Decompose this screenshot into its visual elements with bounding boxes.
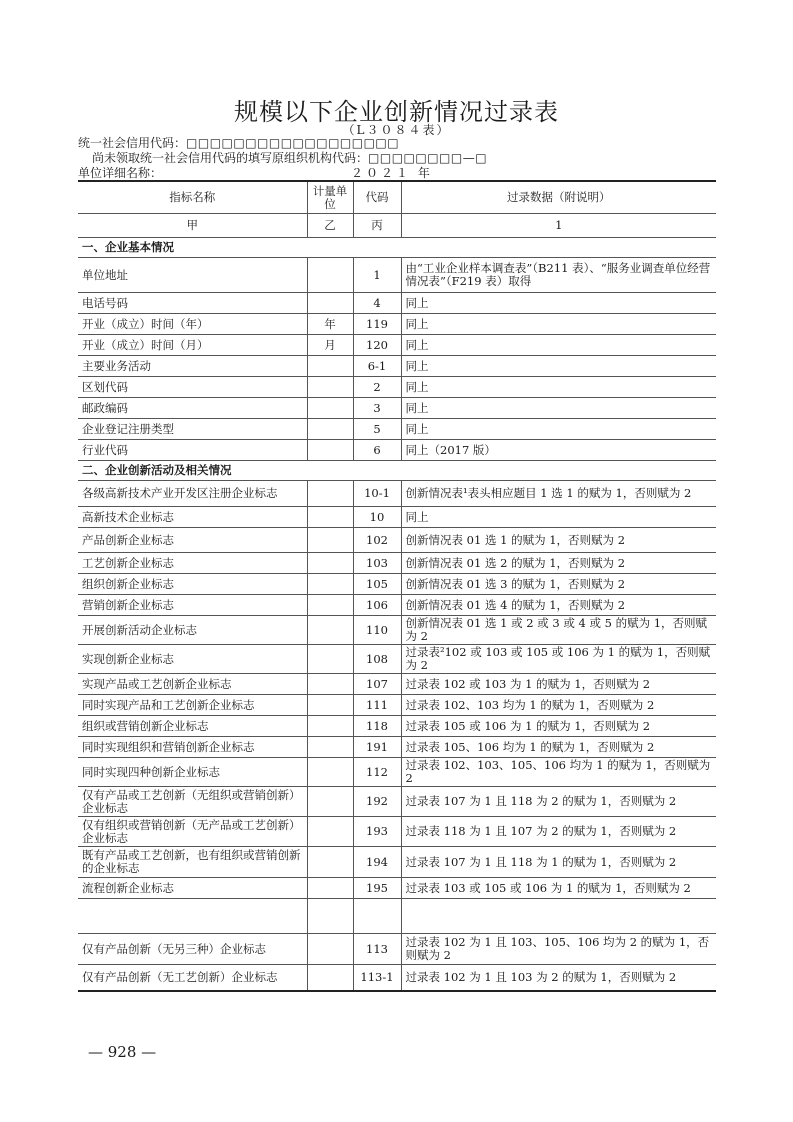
table-row xyxy=(78,574,716,595)
indicator-name-cell: 仅有产品创新（无工艺创新）企业标志 xyxy=(78,965,307,992)
code-cell: 195 xyxy=(353,878,401,899)
code-cell: 118 xyxy=(353,716,401,737)
record-note-cell: 过录表 102 为 1 且 103、105、106 均为 2 的赋为 1，否则赋为 2 xyxy=(401,934,716,965)
table-row xyxy=(78,899,716,934)
indicator-name-cell: 仅有产品或工艺创新（无组织或营销创新）企业标志 xyxy=(78,787,307,817)
record-note-cell: 同上（2017 版） xyxy=(401,440,716,461)
unit-cell xyxy=(307,377,353,398)
unit-cell: 月 xyxy=(307,335,353,356)
unit-cell xyxy=(307,934,353,965)
table-row xyxy=(78,553,716,574)
report-year: ２０２１ 年 xyxy=(351,166,433,180)
indicator-name-cell: 工艺创新企业标志 xyxy=(78,553,307,574)
table-row xyxy=(78,965,716,992)
unit-cell xyxy=(307,965,353,992)
code-cell: 107 xyxy=(353,674,401,695)
header-code: 代码 xyxy=(353,181,401,214)
code-cell: 6-1 xyxy=(353,356,401,377)
table-row xyxy=(78,595,716,616)
indicator-name-cell: 开业（成立）时间（月） xyxy=(78,335,307,356)
unit-cell xyxy=(307,817,353,847)
table-row xyxy=(78,528,716,553)
code-cell: 10-1 xyxy=(353,481,401,507)
indicator-name-cell: 各级高新技术产业开发区注册企业标志 xyxy=(78,481,307,507)
table-row xyxy=(78,440,716,461)
table-row xyxy=(78,695,716,716)
indicator-name-cell: 仅有产品创新（无另三种）企业标志 xyxy=(78,934,307,965)
unit-name-label: 单位详细名称： xyxy=(78,166,163,180)
indicator-name-cell: 实现产品或工艺创新企业标志 xyxy=(78,674,307,695)
record-note-cell: 过录表 102 为 1 且 103 为 2 的赋为 1，否则赋为 2 xyxy=(401,965,716,992)
credit-code-line xyxy=(78,136,399,150)
letter-data: 1 xyxy=(401,214,716,238)
indicator-name-cell: 行业代码 xyxy=(78,440,307,461)
unit-cell xyxy=(307,645,353,674)
letter-name: 甲 xyxy=(78,214,307,238)
indicator-name-cell: 实现创新企业标志 xyxy=(78,645,307,674)
record-note-cell: 过录表 102、103、105、106 均为 1 的赋为 1，否则赋为 2 xyxy=(401,758,716,787)
unit-cell xyxy=(307,440,353,461)
page-number: — 928 — xyxy=(88,1043,157,1061)
indicator-name-cell: 高新技术企业标志 xyxy=(78,507,307,528)
indicator-name-cell: 企业登记注册类型 xyxy=(78,419,307,440)
code-cell xyxy=(353,899,401,934)
org-code-line xyxy=(92,151,487,165)
table-row xyxy=(78,878,716,899)
record-note-cell: 同上 xyxy=(401,398,716,419)
indicator-name-cell: 同时实现产品和工艺创新企业标志 xyxy=(78,695,307,716)
unit-cell xyxy=(307,595,353,616)
record-note-cell: 同上 xyxy=(401,507,716,528)
header-row xyxy=(78,181,716,214)
indicator-name-cell: 仅有组织或营销创新（无产品或工艺创新）企业标志 xyxy=(78,817,307,847)
table-row xyxy=(78,398,716,419)
code-cell: 102 xyxy=(353,528,401,553)
code-cell: 108 xyxy=(353,645,401,674)
record-note-cell: 过录表 107 为 1 且 118 为 1 的赋为 1，否则赋为 2 xyxy=(401,847,716,878)
letter-code: 丙 xyxy=(353,214,401,238)
table-row xyxy=(78,645,716,674)
code-cell: 6 xyxy=(353,440,401,461)
code-cell: 113 xyxy=(353,934,401,965)
code-cell: 106 xyxy=(353,595,401,616)
code-cell: 193 xyxy=(353,817,401,847)
table-row xyxy=(78,737,716,758)
indicator-name-cell: 组织创新企业标志 xyxy=(78,574,307,595)
unit-cell xyxy=(307,356,353,377)
indicator-name-cell: 单位地址 xyxy=(78,258,307,293)
code-cell: 191 xyxy=(353,737,401,758)
record-note-cell: 由“工业企业样本调查表”（B211 表）、“服务业调查单位经营情况表”（F219 表）取得 xyxy=(401,258,716,293)
code-cell: 120 xyxy=(353,335,401,356)
code-cell: 103 xyxy=(353,553,401,574)
indicator-name-cell: 同时实现组织和营销创新企业标志 xyxy=(78,737,307,758)
record-note-cell: 创新情况表 01 选 2 的赋为 1，否则赋为 2 xyxy=(401,553,716,574)
record-note-cell: 创新情况表¹表头相应题目 1 选 1 的赋为 1，否则赋为 2 xyxy=(401,481,716,507)
indicator-name-cell: 流程创新企业标志 xyxy=(78,878,307,899)
unit-cell xyxy=(307,787,353,817)
record-note-cell: 过录表 102、103 均为 1 的赋为 1，否则赋为 2 xyxy=(401,695,716,716)
indicator-name-cell: 开业（成立）时间（年） xyxy=(78,314,307,335)
credit-code-label: 统一社会信用代码： xyxy=(78,136,187,150)
code-cell: 110 xyxy=(353,616,401,645)
record-note-cell xyxy=(401,899,716,934)
unit-cell xyxy=(307,847,353,878)
table-row xyxy=(78,934,716,965)
unit-cell xyxy=(307,481,353,507)
table-row xyxy=(78,616,716,645)
page-title: 规模以下企业创新情况过录表 xyxy=(234,98,559,126)
unit-cell xyxy=(307,419,353,440)
code-cell: 5 xyxy=(353,419,401,440)
code-cell: 194 xyxy=(353,847,401,878)
code-cell: 119 xyxy=(353,314,401,335)
code-cell: 1 xyxy=(353,258,401,293)
org-code-boxes: □□□□□□□□—□ xyxy=(368,151,488,165)
record-note-cell: 同上 xyxy=(401,419,716,440)
code-cell: 192 xyxy=(353,787,401,817)
unit-cell xyxy=(307,674,353,695)
unit-cell xyxy=(307,293,353,314)
unit-cell xyxy=(307,616,353,645)
unit-cell xyxy=(307,695,353,716)
code-cell: 112 xyxy=(353,758,401,787)
table-row xyxy=(78,787,716,817)
record-note-cell: 创新情况表 01 选 1 的赋为 1，否则赋为 2 xyxy=(401,528,716,553)
record-note-cell: 同上 xyxy=(401,335,716,356)
indicator-name-cell: 产品创新企业标志 xyxy=(78,528,307,553)
record-note-cell: 创新情况表 01 选 4 的赋为 1，否则赋为 2 xyxy=(401,595,716,616)
table-row xyxy=(78,314,716,335)
section-header-row xyxy=(78,238,716,258)
table-row xyxy=(78,258,716,293)
table-row xyxy=(78,377,716,398)
table-row xyxy=(78,674,716,695)
unit-cell xyxy=(307,899,353,934)
code-cell: 3 xyxy=(353,398,401,419)
org-code-label: 尚未领取统一社会信用代码的填写原组织机构代码： xyxy=(92,151,369,165)
table-row xyxy=(78,507,716,528)
column-letter-row xyxy=(78,214,716,238)
record-note-cell: 同上 xyxy=(401,377,716,398)
table-row xyxy=(78,758,716,787)
record-table xyxy=(78,180,716,992)
unit-cell xyxy=(307,758,353,787)
unit-cell xyxy=(307,258,353,293)
letter-unit: 乙 xyxy=(307,214,353,238)
table-row xyxy=(78,481,716,507)
record-note-cell: 同上 xyxy=(401,293,716,314)
record-note-cell: 创新情况表 01 选 1 或 2 或 3 或 4 或 5 的赋为 1，否则赋为 2 xyxy=(401,616,716,645)
unit-cell xyxy=(307,528,353,553)
record-note-cell: 过录表 118 为 1 且 107 为 2 的赋为 1，否则赋为 2 xyxy=(401,817,716,847)
unit-cell xyxy=(307,507,353,528)
indicator-name-cell: 既有产品或工艺创新，也有组织或营销创新的企业标志 xyxy=(78,847,307,878)
record-note-cell: 同上 xyxy=(401,356,716,377)
indicator-name-cell: 组织或营销创新企业标志 xyxy=(78,716,307,737)
unit-cell xyxy=(307,398,353,419)
code-cell: 105 xyxy=(353,574,401,595)
section-header-row xyxy=(78,461,716,481)
record-note-cell: 过录表²102 或 103 或 105 或 106 为 1 的赋为 1，否则赋为 2 xyxy=(401,645,716,674)
indicator-name-cell: 主要业务活动 xyxy=(78,356,307,377)
header-data: 过录数据（附说明） xyxy=(401,181,716,214)
unit-cell xyxy=(307,574,353,595)
unit-cell xyxy=(307,553,353,574)
record-note-cell: 过录表 105、106 均为 1 的赋为 1，否则赋为 2 xyxy=(401,737,716,758)
indicator-name-cell: 营销创新企业标志 xyxy=(78,595,307,616)
unit-cell xyxy=(307,716,353,737)
header-name: 指标名称 xyxy=(78,181,307,214)
unit-cell xyxy=(307,878,353,899)
code-cell: 111 xyxy=(353,695,401,716)
unit-cell: 年 xyxy=(307,314,353,335)
table-row xyxy=(78,847,716,878)
form-code: （L３０８４表） xyxy=(342,123,451,137)
indicator-name-cell: 开展创新活动企业标志 xyxy=(78,616,307,645)
record-note-cell: 创新情况表 01 选 3 的赋为 1，否则赋为 2 xyxy=(401,574,716,595)
record-note-cell: 过录表 105 或 106 为 1 的赋为 1，否则赋为 2 xyxy=(401,716,716,737)
code-cell: 10 xyxy=(353,507,401,528)
indicator-name-cell: 邮政编码 xyxy=(78,398,307,419)
indicator-name-cell xyxy=(78,899,307,934)
table-row xyxy=(78,293,716,314)
record-note-cell: 同上 xyxy=(401,314,716,335)
record-note-cell: 过录表 103 或 105 或 106 为 1 的赋为 1，否则赋为 2 xyxy=(401,878,716,899)
table-row xyxy=(78,335,716,356)
indicator-name-cell: 同时实现四种创新企业标志 xyxy=(78,758,307,787)
unit-name-line xyxy=(78,166,433,180)
table-row xyxy=(78,419,716,440)
indicator-name-cell: 电话号码 xyxy=(78,293,307,314)
header-unit: 计量单位 xyxy=(307,181,353,214)
code-cell: 113-1 xyxy=(353,965,401,992)
section-title: 一、企业基本情况 xyxy=(78,238,716,258)
record-note-cell: 过录表 107 为 1 且 118 为 2 的赋为 1，否则赋为 2 xyxy=(401,787,716,817)
code-cell: 4 xyxy=(353,293,401,314)
indicator-name-cell: 区划代码 xyxy=(78,377,307,398)
credit-code-boxes: □□□□□□□□□□□□□□□□□□ xyxy=(186,136,400,150)
section-title: 二、企业创新活动及相关情况 xyxy=(78,461,716,481)
table-row xyxy=(78,356,716,377)
unit-cell xyxy=(307,737,353,758)
record-note-cell: 过录表 102 或 103 为 1 的赋为 1，否则赋为 2 xyxy=(401,674,716,695)
table-row xyxy=(78,817,716,847)
table-row xyxy=(78,716,716,737)
code-cell: 2 xyxy=(353,377,401,398)
